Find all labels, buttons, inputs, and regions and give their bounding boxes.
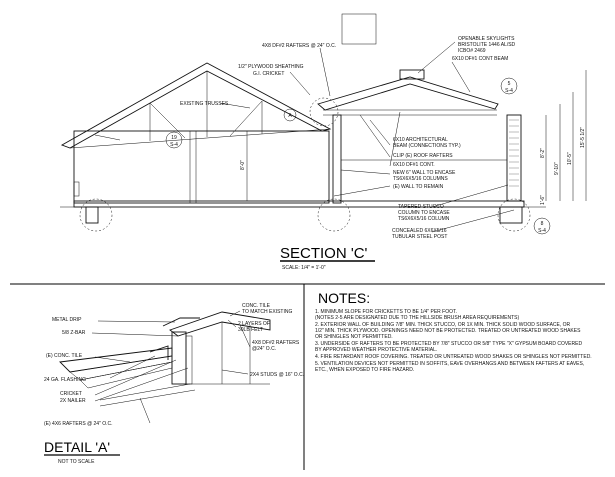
notes-title: NOTES: xyxy=(318,290,371,306)
note-line: OR SHINGLES NOT PERMITTED. xyxy=(315,334,393,340)
callout-label: 5 xyxy=(507,81,511,87)
callout-label: 8'-0" xyxy=(240,160,246,170)
callout-label: 2X NAILER xyxy=(60,398,86,404)
callout-label: 24 GA. FLASHING xyxy=(44,377,86,383)
note-line: 5. VENTILATION DEVICES NOT PERMITTED IN SOFFITS, EAVE OVERHANGS AND BETWEEN FAFTERS AT EAVES, xyxy=(315,361,585,367)
callout-label: BEAM (CONNECTIONS TYP.) xyxy=(393,143,461,149)
detail-nailer xyxy=(186,336,192,384)
note-line: 1/2" MIN. THICK PLYWOOD. OPENINGS NEED NOT BE PROTECTED. TREATED OR UNTREATED WOOD SHAKES xyxy=(315,328,581,334)
floor-slab xyxy=(74,201,524,207)
detail-title: DETAIL 'A' xyxy=(44,439,111,455)
callout-label: 30LB FELT xyxy=(238,327,263,333)
callout-label: (E) CONC. TILE xyxy=(46,353,83,359)
note-line: 3. UNDERSIDE OF RAFTERS TO BE PROTECTED BY 7/8" STUCCO OR 5/8" TYPE "X" GYPSUM BOARD COVERED xyxy=(315,341,583,347)
callout-label: NEW 6" WALL TO ENCASE xyxy=(393,170,456,176)
callout-label: 6X10 DF#1 CONT BEAM xyxy=(452,56,509,62)
new-roof xyxy=(318,77,498,110)
callout-label: ICBO# 2469 xyxy=(458,48,486,54)
callout-label: @24" O.C. xyxy=(252,346,277,352)
tapered-column xyxy=(507,115,521,201)
callout-label: 15'-5 1/2" xyxy=(580,126,586,148)
section-title: SECTION 'C' xyxy=(280,245,368,262)
callout-label: 2 LAYERS OF xyxy=(238,321,270,327)
detail-rafter-tail xyxy=(100,384,190,400)
notes-block xyxy=(315,290,592,373)
callout-label: 10'-5" xyxy=(567,152,573,165)
callout-label: (E) WALL TO REMAIN xyxy=(393,184,444,190)
callout-label: CONCEALED 6X6X5/16 xyxy=(392,228,447,234)
note-line: BY APPROVED WEATHER PROTECTIVE MATERIAL. xyxy=(315,347,438,353)
callout-label: G.I. CRICKET xyxy=(253,71,285,77)
callout-label: CONC. TILE xyxy=(242,303,270,309)
callout-label: TS6X6X5/16 COLUMN xyxy=(398,216,450,222)
detail-scale: NOT TO SCALE xyxy=(58,459,95,465)
detail-leaders xyxy=(92,311,250,423)
callout-label: S-4 xyxy=(170,142,178,148)
footing-right xyxy=(500,207,522,223)
note-line: 1. MINIMUM SLOPE FOR CRICKETTS TO BE 1/4" PER FOOT. xyxy=(315,309,457,315)
callout-label: 4X8 DF#2 RAFTERS xyxy=(252,340,300,346)
callout-label: S-4 xyxy=(505,88,513,94)
callout-label: TS6X6X5/16 COLUMNS xyxy=(393,176,448,182)
callout-label: (E) 4X6 RAFTERS @ 24" O.C. xyxy=(44,421,113,427)
callout-label: COLUMN TO ENCASE xyxy=(398,210,450,216)
callout-label: TO MATCH EXISTING xyxy=(242,309,293,315)
callout-label: 9'-10" xyxy=(554,162,560,175)
callout-label: TAPERED STUCCO xyxy=(398,204,444,210)
callout-label: TUBULAR STEEL POST xyxy=(392,234,448,240)
column-hatch xyxy=(509,120,519,186)
left-room-outline xyxy=(74,131,329,203)
detail-a-drawing xyxy=(44,303,304,465)
callout-label: METAL DRIP xyxy=(52,317,82,323)
callout-label: S-4 xyxy=(538,228,546,234)
detail-rafter-tail-2 xyxy=(100,390,195,406)
note-line: 4. FIRE RETARDANT ROOF COVERING. TREATED OR UNTREATED WOOD SHAKES OR SHINGLES NOT PERMITTED. xyxy=(315,354,592,360)
chimney-outline xyxy=(342,14,376,44)
callout-label: BRISTOLITE 1446 AL/SD xyxy=(458,42,516,48)
callout-label: 8 xyxy=(540,221,544,227)
callout-label: 6X10 ARCHITECTURAL xyxy=(393,137,448,143)
callout-label: 19 xyxy=(171,135,177,141)
detail-cut-left xyxy=(80,199,112,231)
section-scale: SCALE: 1/4" = 1'-0" xyxy=(282,265,326,271)
callout-label: 1/2" PLYWOOD SHEATHING xyxy=(238,64,304,70)
detail-cut-center xyxy=(318,199,350,231)
callout-label: EXISTING TRUSSES xyxy=(180,101,229,107)
callout-label: 8'-2" xyxy=(540,148,546,158)
callout-label: 4X8 DF#2 RAFTERS @ 24" O.C. xyxy=(262,43,337,49)
callout-label: 5/8 Z-BAR xyxy=(62,330,86,336)
callout-label: CRICKET xyxy=(60,391,82,397)
callout-label: 1'-6" xyxy=(540,195,546,205)
detail-stud-wall xyxy=(172,332,186,384)
footing-left xyxy=(86,207,98,223)
note-line: (NOTES 2-5 ARE DESIGNATED DUE TO THE HILLSIDE BRUSH AREA REQUIREMENTS) xyxy=(315,315,520,321)
callout-label: CLIP (E) ROOF RAFTERS xyxy=(393,153,453,159)
section-c-drawing xyxy=(60,14,586,271)
callout-label: 6X10 DF#1 CONT. xyxy=(393,162,435,168)
truss-bottom-chord xyxy=(70,129,330,148)
detail-existing-rafter xyxy=(80,362,172,388)
note-line: 2. EXTERIOR WALL OF BUILDING 7/8" MIN. THICK STUCCO, OR 1X MIN. THICK SOLID WOOD SURFACE, OR xyxy=(315,322,571,328)
note-line: ETC., WHEN EXPOSED TO FIRE HAZARD. xyxy=(315,367,415,373)
callout-label: 2X4 STUDS @ 16" O.C. xyxy=(250,372,305,378)
callout-label: OPENABLE SKYLIGHTS xyxy=(458,36,515,42)
detail-cut-right xyxy=(498,199,530,231)
new-wall xyxy=(333,115,341,203)
window-mark xyxy=(74,182,79,196)
callout-label: A xyxy=(288,113,292,119)
